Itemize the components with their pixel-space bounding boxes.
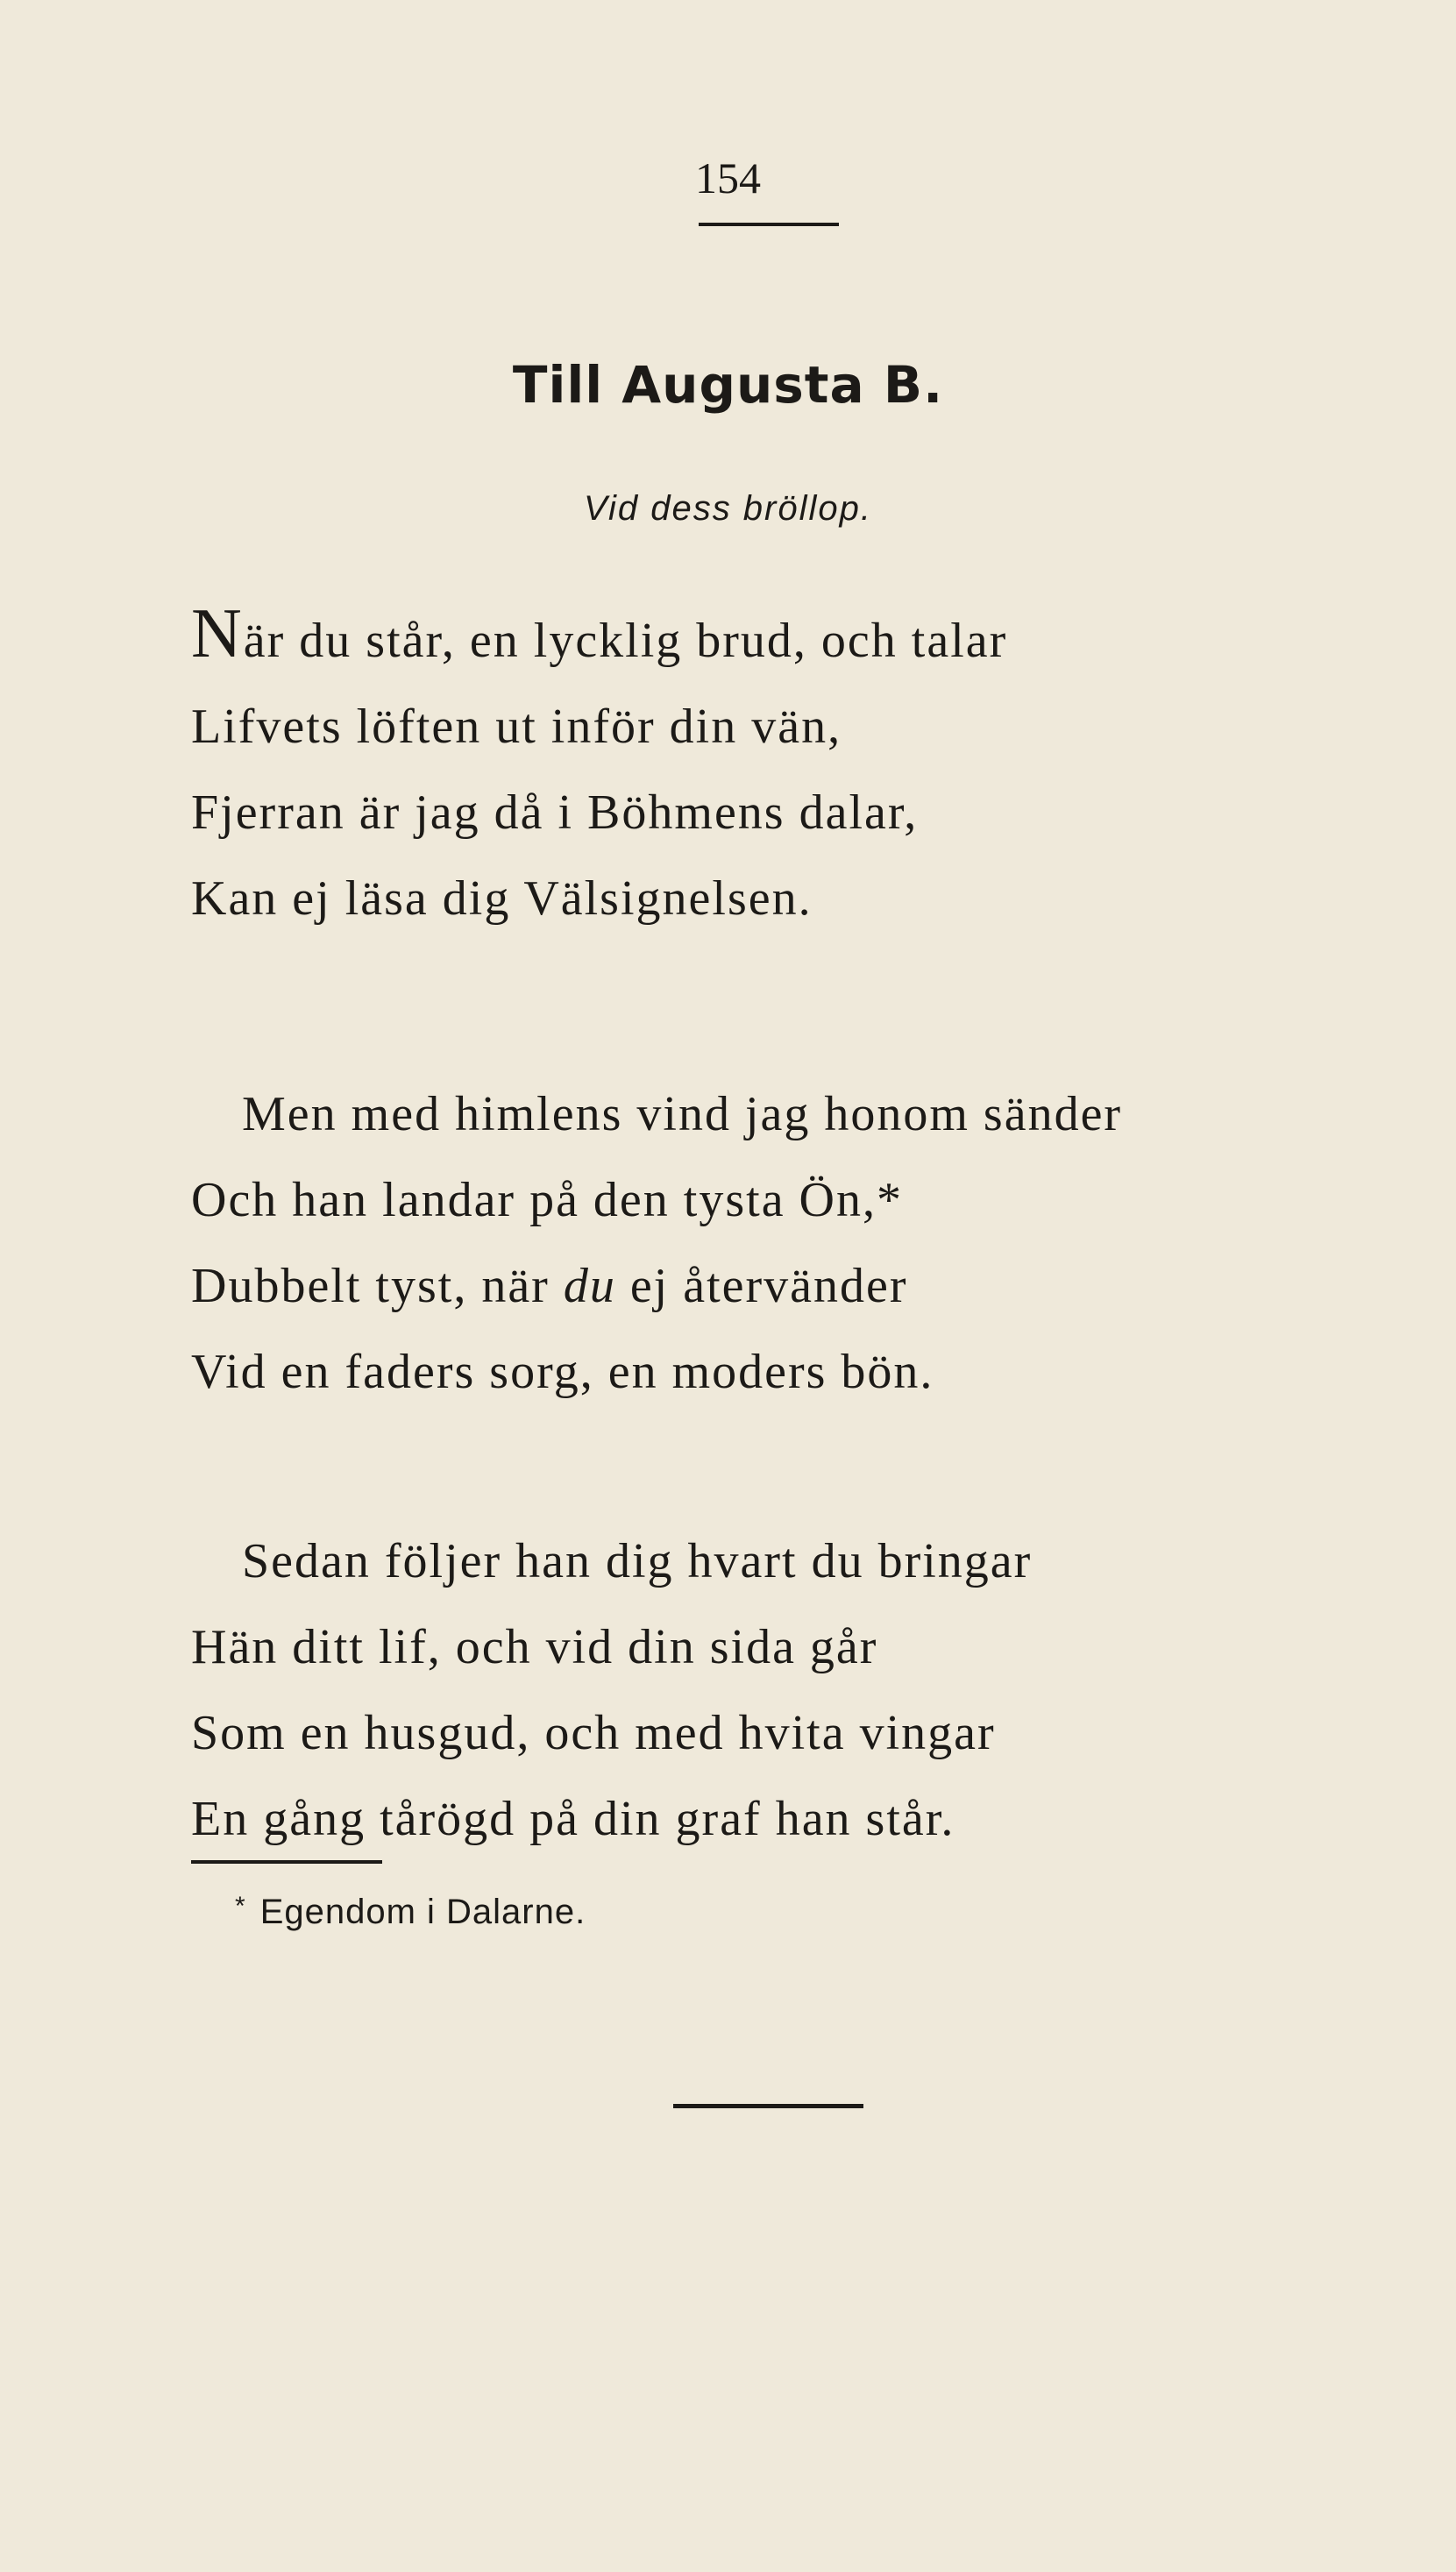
stanza-3-line-4: En gång tårögd på din graf han står. <box>191 1792 955 1846</box>
stanza-2-line-1: Men med himlens vind jag honom sänder <box>242 1087 1123 1141</box>
page-number: 154 <box>695 153 761 202</box>
stanza-2-line-2: Och han landar på den tysta Ön,* <box>191 1173 903 1227</box>
stanza-1-line-1 <box>191 595 1331 684</box>
footnote <box>235 1893 586 1929</box>
header-rule <box>699 223 839 226</box>
stanza-2-line-4: Vid en faders sorg, en moders bön. <box>191 1345 934 1399</box>
poem-subtitle: Vid dess bröllop. <box>584 489 872 528</box>
stanza-3-line-1: Sedan följer han dig hvart du bringar <box>242 1534 1033 1588</box>
drop-initial: N <box>191 595 244 672</box>
stanza-1-line-1-text: är du står, en lycklig brud, och talar <box>243 614 1008 668</box>
stanza-3 <box>191 1518 1331 1862</box>
stanza-2-line-3-end: ej återvänder <box>615 1259 908 1313</box>
stanza-1 <box>191 595 1331 941</box>
emphasized-word: du <box>563 1259 616 1313</box>
footnote-text: Egendom i Dalarne. <box>259 1893 586 1931</box>
stanza-1-line-4: Kan ej läsa dig Välsignelsen. <box>191 871 813 926</box>
stanza-3-line-3: Som en husgud, och med hvita vingar <box>191 1706 996 1760</box>
end-rule <box>673 2104 863 2108</box>
stanza-3-line-2: Hän ditt lif, och vid din sida går <box>191 1620 878 1674</box>
footnote-marker: * <box>235 1892 246 1921</box>
stanza-1-line-3: Fjerran är jag då i Böhmens dalar, <box>191 785 919 840</box>
poem-title: Till Augusta B. <box>512 355 944 415</box>
stanza-2-line-3 <box>191 1243 1331 1329</box>
footnote-rule <box>191 1860 382 1864</box>
stanza-1-line-2: Lifvets löften ut inför din vän, <box>191 700 842 754</box>
stanza-2 <box>191 1071 1331 1415</box>
stanza-2-line-3-start: Dubbelt tyst, när <box>191 1259 564 1313</box>
